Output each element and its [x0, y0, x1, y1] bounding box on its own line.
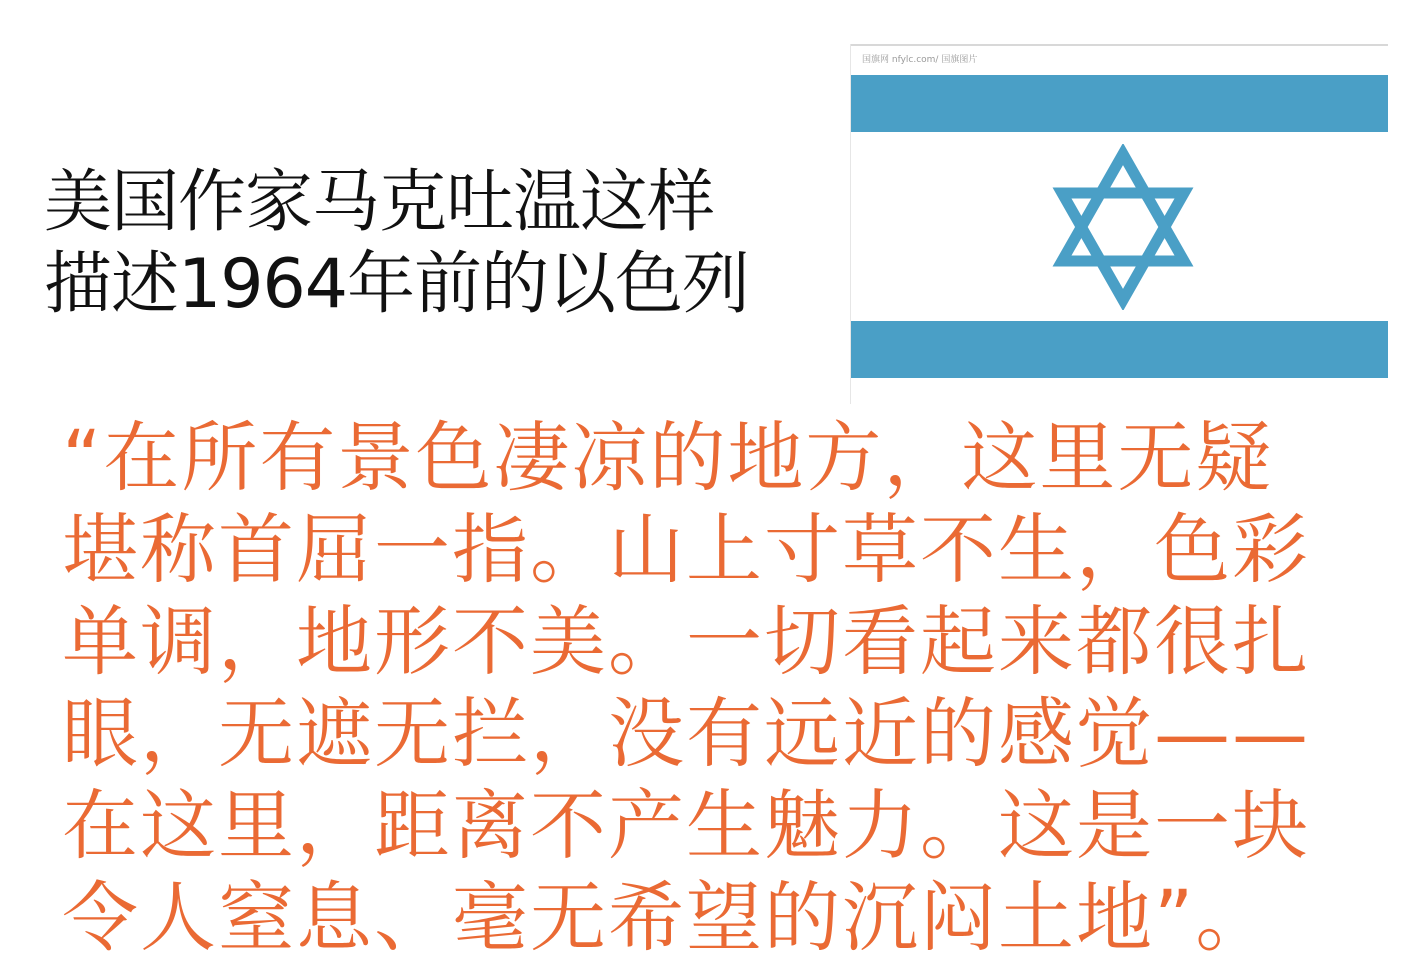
flag-bottom-stripe	[851, 321, 1388, 378]
star-of-david-icon	[1050, 144, 1196, 310]
heading-line-2: 描述1964年前的以色列	[44, 245, 750, 324]
slide-heading	[44, 162, 784, 326]
quote-line-1: “在所有景色凄凉的地方，这里无疑	[62, 413, 1274, 502]
quote-line-6: 令人窒息、毫无希望的沉闷土地”。	[62, 873, 1274, 962]
quote-line-5: 在这里，距离不产生魅力。这是一块	[62, 781, 1310, 870]
quote-line-4: 眼，无遮无拦，没有远近的感觉——	[62, 689, 1310, 778]
image-border-top	[850, 44, 1388, 46]
star-triangle-up	[1062, 154, 1184, 261]
israel-flag-image	[850, 44, 1388, 404]
image-watermark: 国旗网 nfylc.com/ 国旗图片	[862, 55, 978, 65]
star-triangle-down	[1062, 193, 1184, 300]
flag-top-stripe	[851, 75, 1388, 132]
quote-line-3: 单调，地形不美。一切看起来都很扎	[62, 597, 1310, 686]
mark-twain-quote	[62, 412, 1312, 964]
heading-line-1: 美国作家马克吐温这样	[44, 163, 715, 242]
quote-line-2: 堪称首屈一指。山上寸草不生，色彩	[62, 505, 1310, 594]
